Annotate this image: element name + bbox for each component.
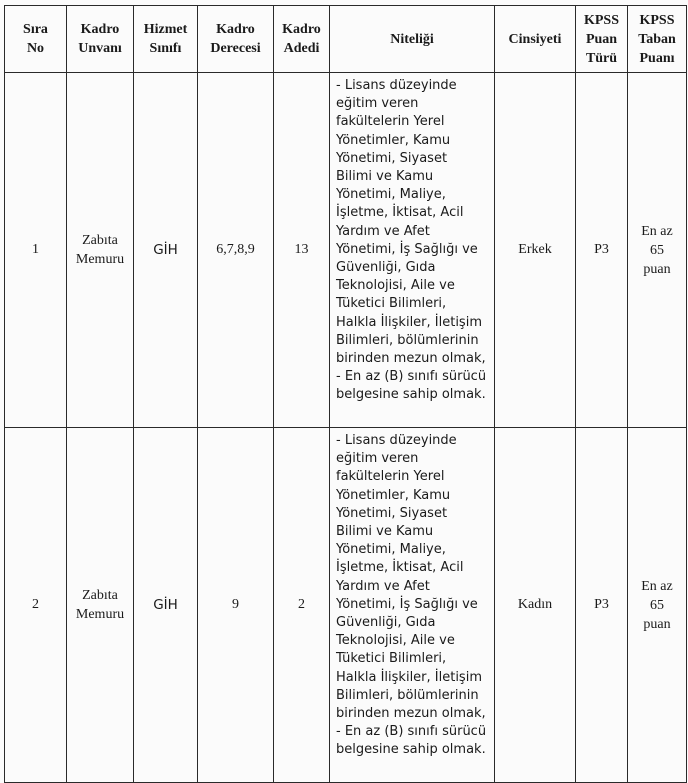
table-row bbox=[5, 73, 687, 428]
cell-kpss-taban-puani: En az 65 puan bbox=[628, 428, 687, 783]
cell-kpss-puan-turu: P3 bbox=[576, 428, 628, 783]
cell-kadro-derecesi: 6,7,8,9 bbox=[198, 73, 274, 428]
header-kadro-adedi: Kadro Adedi bbox=[274, 6, 330, 73]
header-niteligi: Niteliği bbox=[330, 6, 495, 73]
cell-kadro-derecesi: 9 bbox=[198, 428, 274, 783]
cell-sira-no: 1 bbox=[5, 73, 67, 428]
header-cinsiyeti: Cinsiyeti bbox=[495, 6, 576, 73]
cell-cinsiyeti: Kadın bbox=[495, 428, 576, 783]
header-kpss-puan-turu: KPSS Puan Türü bbox=[576, 6, 628, 73]
cell-kpss-puan-turu: P3 bbox=[576, 73, 628, 428]
header-row bbox=[5, 6, 687, 73]
cell-kadro-adedi: 13 bbox=[274, 73, 330, 428]
cell-hizmet-sinifi: GİH bbox=[134, 73, 198, 428]
cell-kadro-unvani: Zabıta Memuru bbox=[67, 428, 134, 783]
table-row bbox=[5, 428, 687, 783]
cell-kpss-taban-puani: En az 65 puan bbox=[628, 73, 687, 428]
kadro-table bbox=[4, 5, 687, 783]
cell-kadro-unvani: Zabıta Memuru bbox=[67, 73, 134, 428]
cell-cinsiyeti: Erkek bbox=[495, 73, 576, 428]
header-hizmet-sinifi: Hizmet Sınıfı bbox=[134, 6, 198, 73]
header-kpss-taban-puani: KPSS Taban Puanı bbox=[628, 6, 687, 73]
cell-sira-no: 2 bbox=[5, 428, 67, 783]
header-kadro-derecesi: Kadro Derecesi bbox=[198, 6, 274, 73]
header-kadro-unvani: Kadro Unvanı bbox=[67, 6, 134, 73]
cell-niteligi: - Lisans düzeyinde eğitim veren fakültelerin Yerel Yönetimler, Kamu Yönetimi, Siyaset Bilimi ve Kamu Yönetimi, Maliye, İşletme, İktisat, Acil Yardım ve Afet Yönetimi, İş Sağlığı ve Güvenliği, Gıda Teknolojisi, Aile ve Tüketici Bilimleri, Halkla İlişkiler, İletişim Bilimleri, bölümlerinin birinden mezun olmak, - En az (B) sınıfı sürücü belgesine sahip olmak. bbox=[330, 428, 495, 783]
header-sira-no: Sıra No bbox=[5, 6, 67, 73]
cell-niteligi: - Lisans düzeyinde eğitim veren fakültelerin Yerel Yönetimler, Kamu Yönetimi, Siyaset Bilimi ve Kamu Yönetimi, Maliye, İşletme, İktisat, Acil Yardım ve Afet Yönetimi, İş Sağlığı ve Güvenliği, Gıda Teknolojisi, Aile ve Tüketici Bilimleri, Halkla İlişkiler, İletişim Bilimleri, bölümlerinin birinden mezun olmak, - En az (B) sınıfı sürücü belgesine sahip olmak. bbox=[330, 73, 495, 428]
cell-kadro-adedi: 2 bbox=[274, 428, 330, 783]
cell-hizmet-sinifi: GİH bbox=[134, 428, 198, 783]
